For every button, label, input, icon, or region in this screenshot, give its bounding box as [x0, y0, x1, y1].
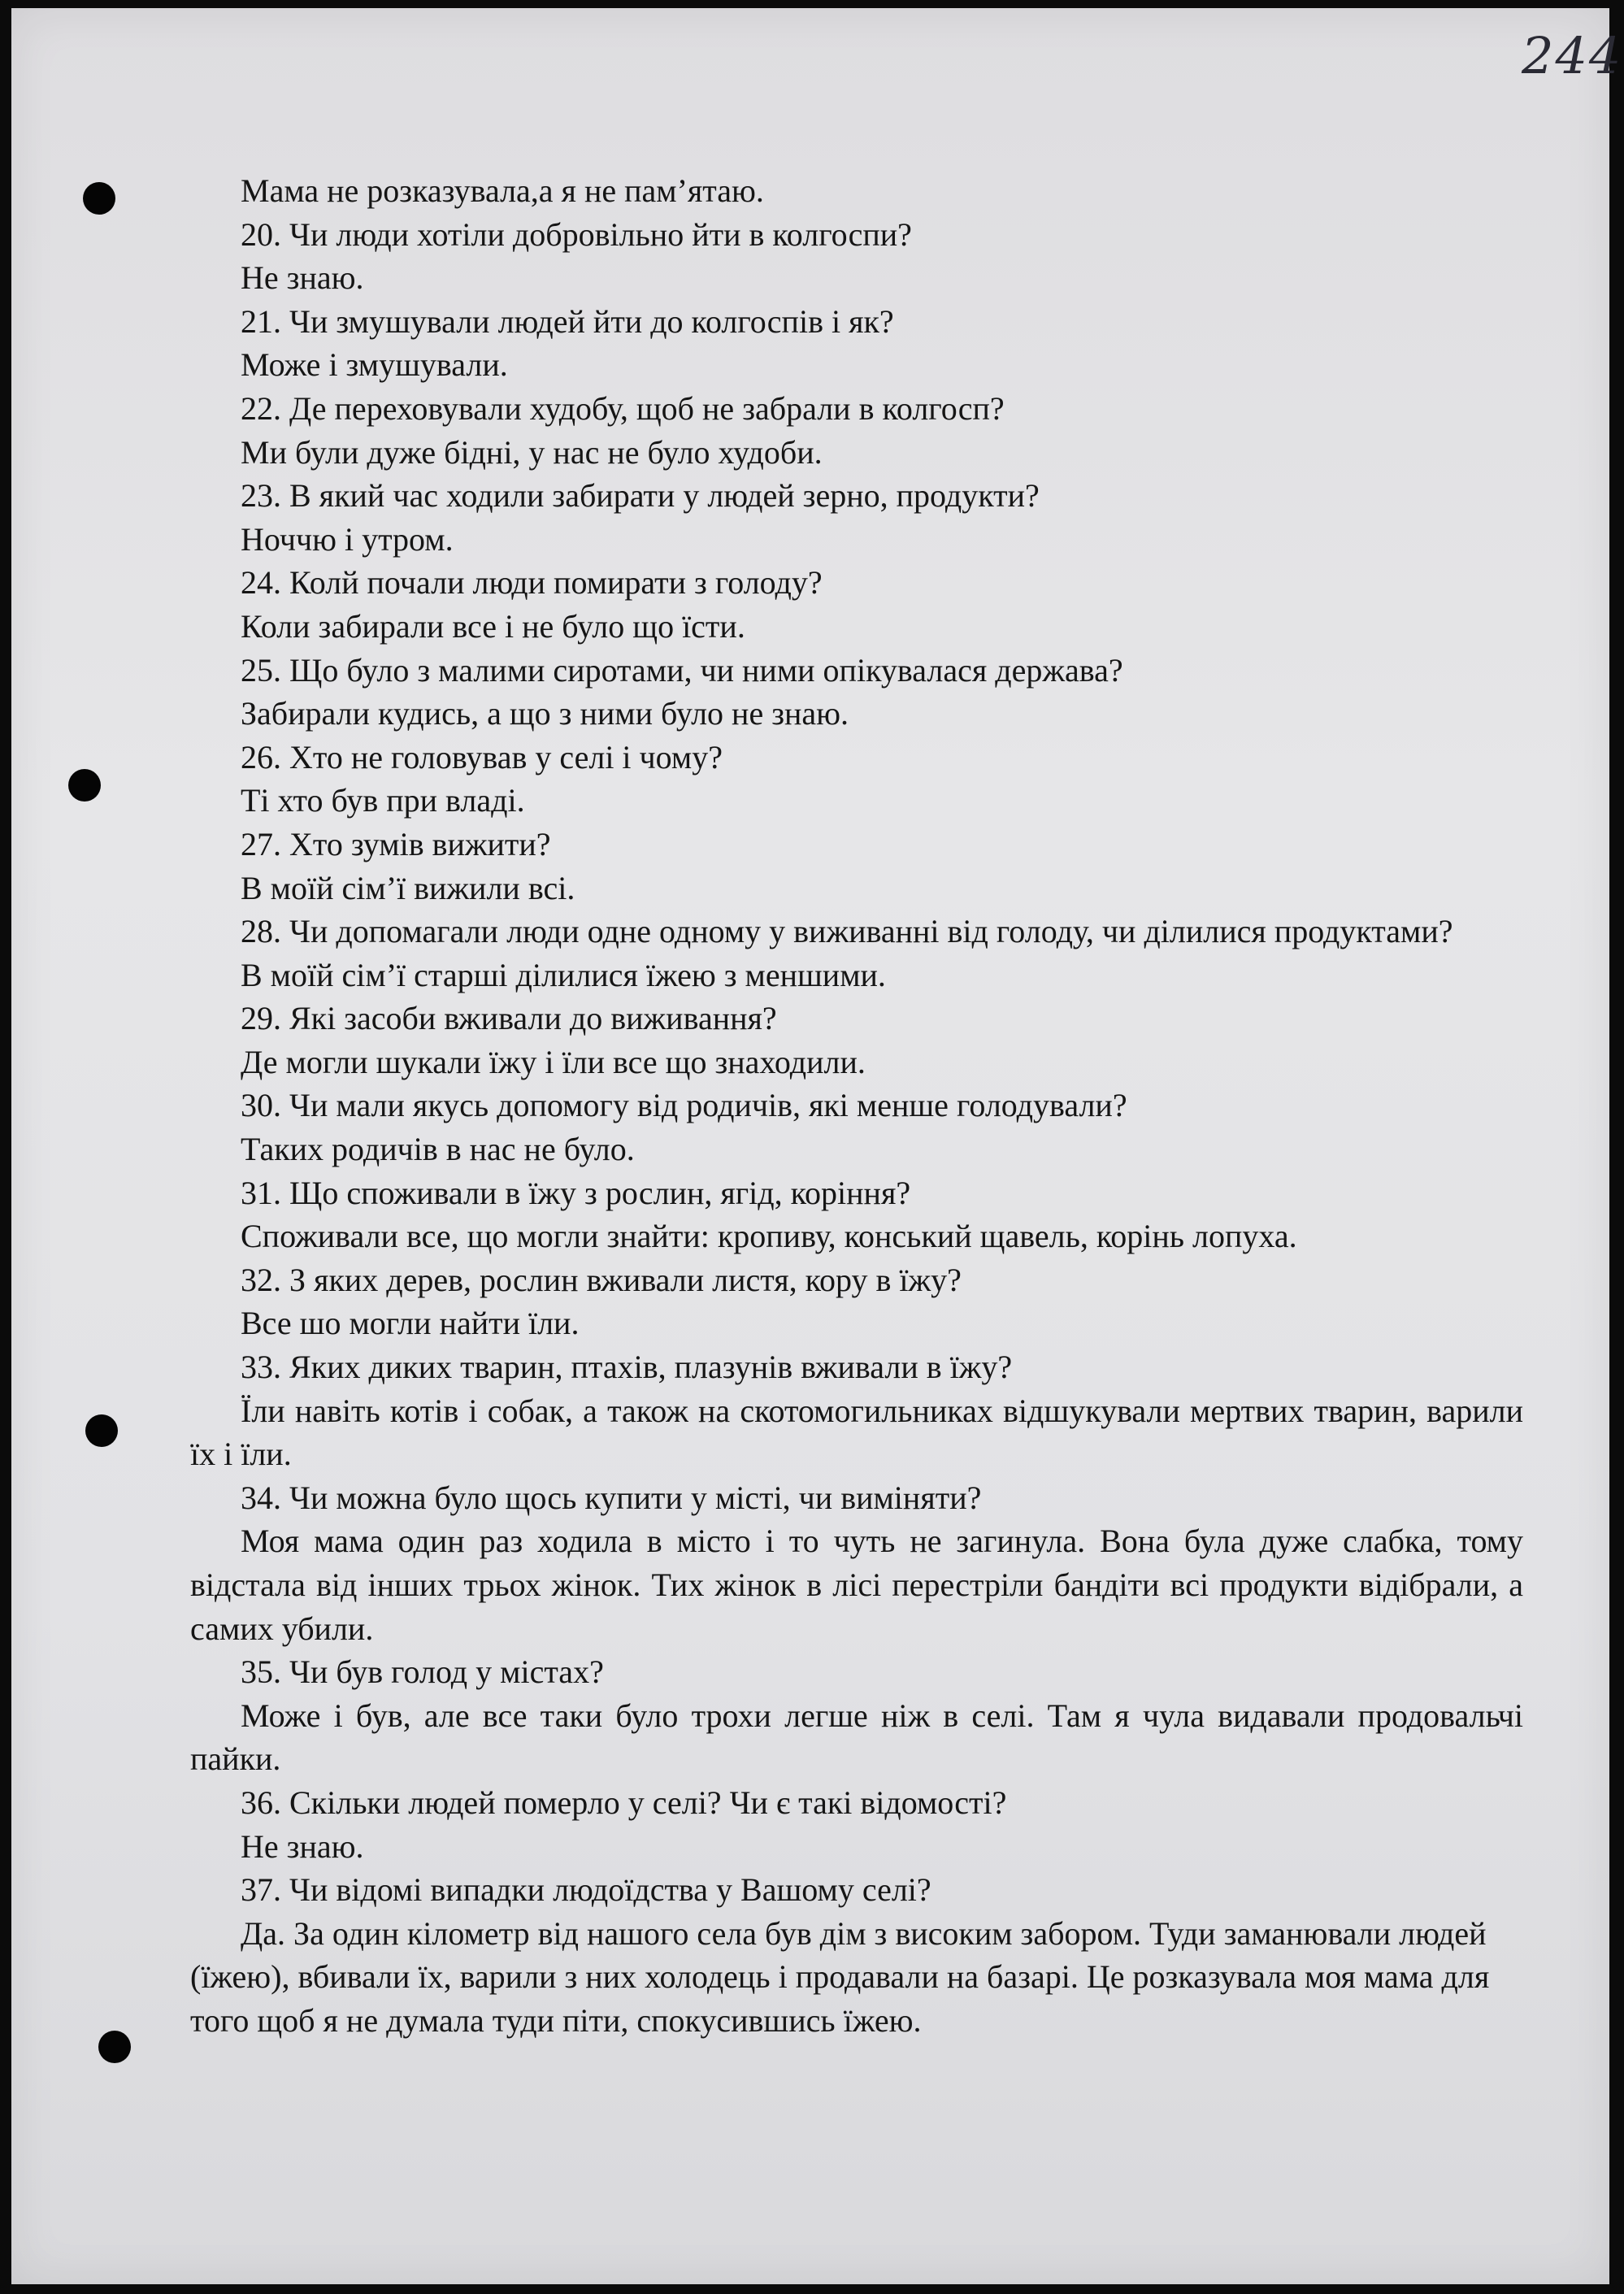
paragraph: 35. Чи був голод у містах? [241, 1653, 604, 1691]
punch-hole-3 [85, 1414, 118, 1447]
paragraph: Ті хто був при владі. [241, 782, 525, 819]
paragraph: Споживали все, що могли знайти: кропиву, конський щавель, корінь лопуха. [241, 1218, 1297, 1255]
paragraph: 30. Чи мали якусь допомогу від родичів, які менше голодували? [241, 1087, 1127, 1124]
paragraph: 21. Чи змушували людей йти до колгоспів і як? [241, 302, 894, 340]
paragraph: 33. Яких диких тварин, птахів, плазунів вживали в їжу? [241, 1349, 1013, 1386]
document-body [190, 169, 1523, 2043]
paragraph: 29. Які засоби вживали до виживання? [241, 1000, 777, 1037]
paragraph: В моїй сім’ї вижили всі. [241, 869, 575, 906]
document-page [11, 8, 1623, 2284]
punch-hole-2 [68, 769, 101, 802]
paragraph: Може і був, але все таки було трохи легше ніж в селі. Там я чула видавали продовальчі пайки. [190, 1697, 1523, 1778]
paragraph: Не знаю. [241, 1827, 364, 1865]
paragraph: 22. Де переховували худобу, щоб не забрали в колгосп? [241, 389, 1005, 427]
paragraph: 34. Чи можна було щось купити у місті, чи виміняти? [241, 1479, 982, 1516]
paragraph: 27. Хто зумів вижити? [241, 825, 551, 862]
paragraph: Коли забирали все і не було що їсти. [241, 607, 745, 645]
paragraph: Їли навіть котів і собак, а також на скотомогильниках відшукували мертвих тварин, варили їх і їли. [190, 1392, 1523, 1473]
paragraph: 25. Що було з малими сиротами, чи ними опікувалася держава? [241, 651, 1123, 689]
paragraph: 20. Чи люди хотіли добровільно йти в колгоспи? [241, 215, 912, 253]
paragraph: 23. В який час ходили забирати у людей зерно, продукти? [241, 477, 1040, 515]
paragraph: Забирали кудись, а що з ними було не знаю. [241, 695, 849, 732]
punch-hole-4 [98, 2031, 131, 2063]
paragraph: 31. Що споживали в їжу з рослин, ягід, коріння? [241, 1174, 911, 1211]
paragraph: Де могли шукали їжу і їли все що знаходили. [241, 1043, 866, 1080]
paragraph: Не знаю. [241, 259, 364, 297]
punch-hole-1 [83, 182, 115, 215]
paragraph: 32. З яких дерев, рослин вживали листя, кору в їжу? [241, 1261, 962, 1298]
paragraph: 28. Чи допомагали люди одне одному у виживанні від голоду, чи ділилися продуктами? [241, 913, 1453, 950]
paragraph: 36. Скільки людей померло у селі? Чи є такі відомості? [241, 1783, 1007, 1821]
paragraph: 26. Хто не головував у селі і чому? [241, 738, 723, 776]
paragraph: Таких родичів в нас не було. [241, 1131, 635, 1168]
paragraph: Да. За один кілометр від нашого села був дім з високим забором. Туди заманювали людей (їжею), вбивали їх, варили з них холодець і продавали на базарі. Це розказувала моя мама для того щоб я не думала туди піти, спокусившись їжею. [190, 1914, 1490, 2039]
paragraph: Ми були дуже бідні, у нас не було худоби. [241, 433, 823, 471]
paragraph: 37. Чи відомі випадки людоїдства у Вашому селі? [241, 1871, 931, 1909]
paragraph: Все шо могли найти їли. [241, 1305, 580, 1342]
page-number: 244 [1522, 26, 1623, 85]
paragraph: Мама не розказувала,а я не пам’ятаю. [241, 172, 764, 209]
paragraph: Моя мама один раз ходила в місто і то чуть не загинула. Вона була дуже слабка, тому відстала від інших трьох жінок. Тих жінок в лісі перестріли бандіти всі продукти відібрали, а самих убили. [190, 1523, 1523, 1647]
paragraph: 24. Колй почали люди помирати з голоду? [241, 564, 823, 602]
paragraph: В моїй сім’ї старші ділилися їжею з меншими. [241, 956, 886, 993]
paragraph: Ноччю і утром. [241, 520, 454, 558]
paragraph: Може і змушували. [241, 346, 508, 384]
